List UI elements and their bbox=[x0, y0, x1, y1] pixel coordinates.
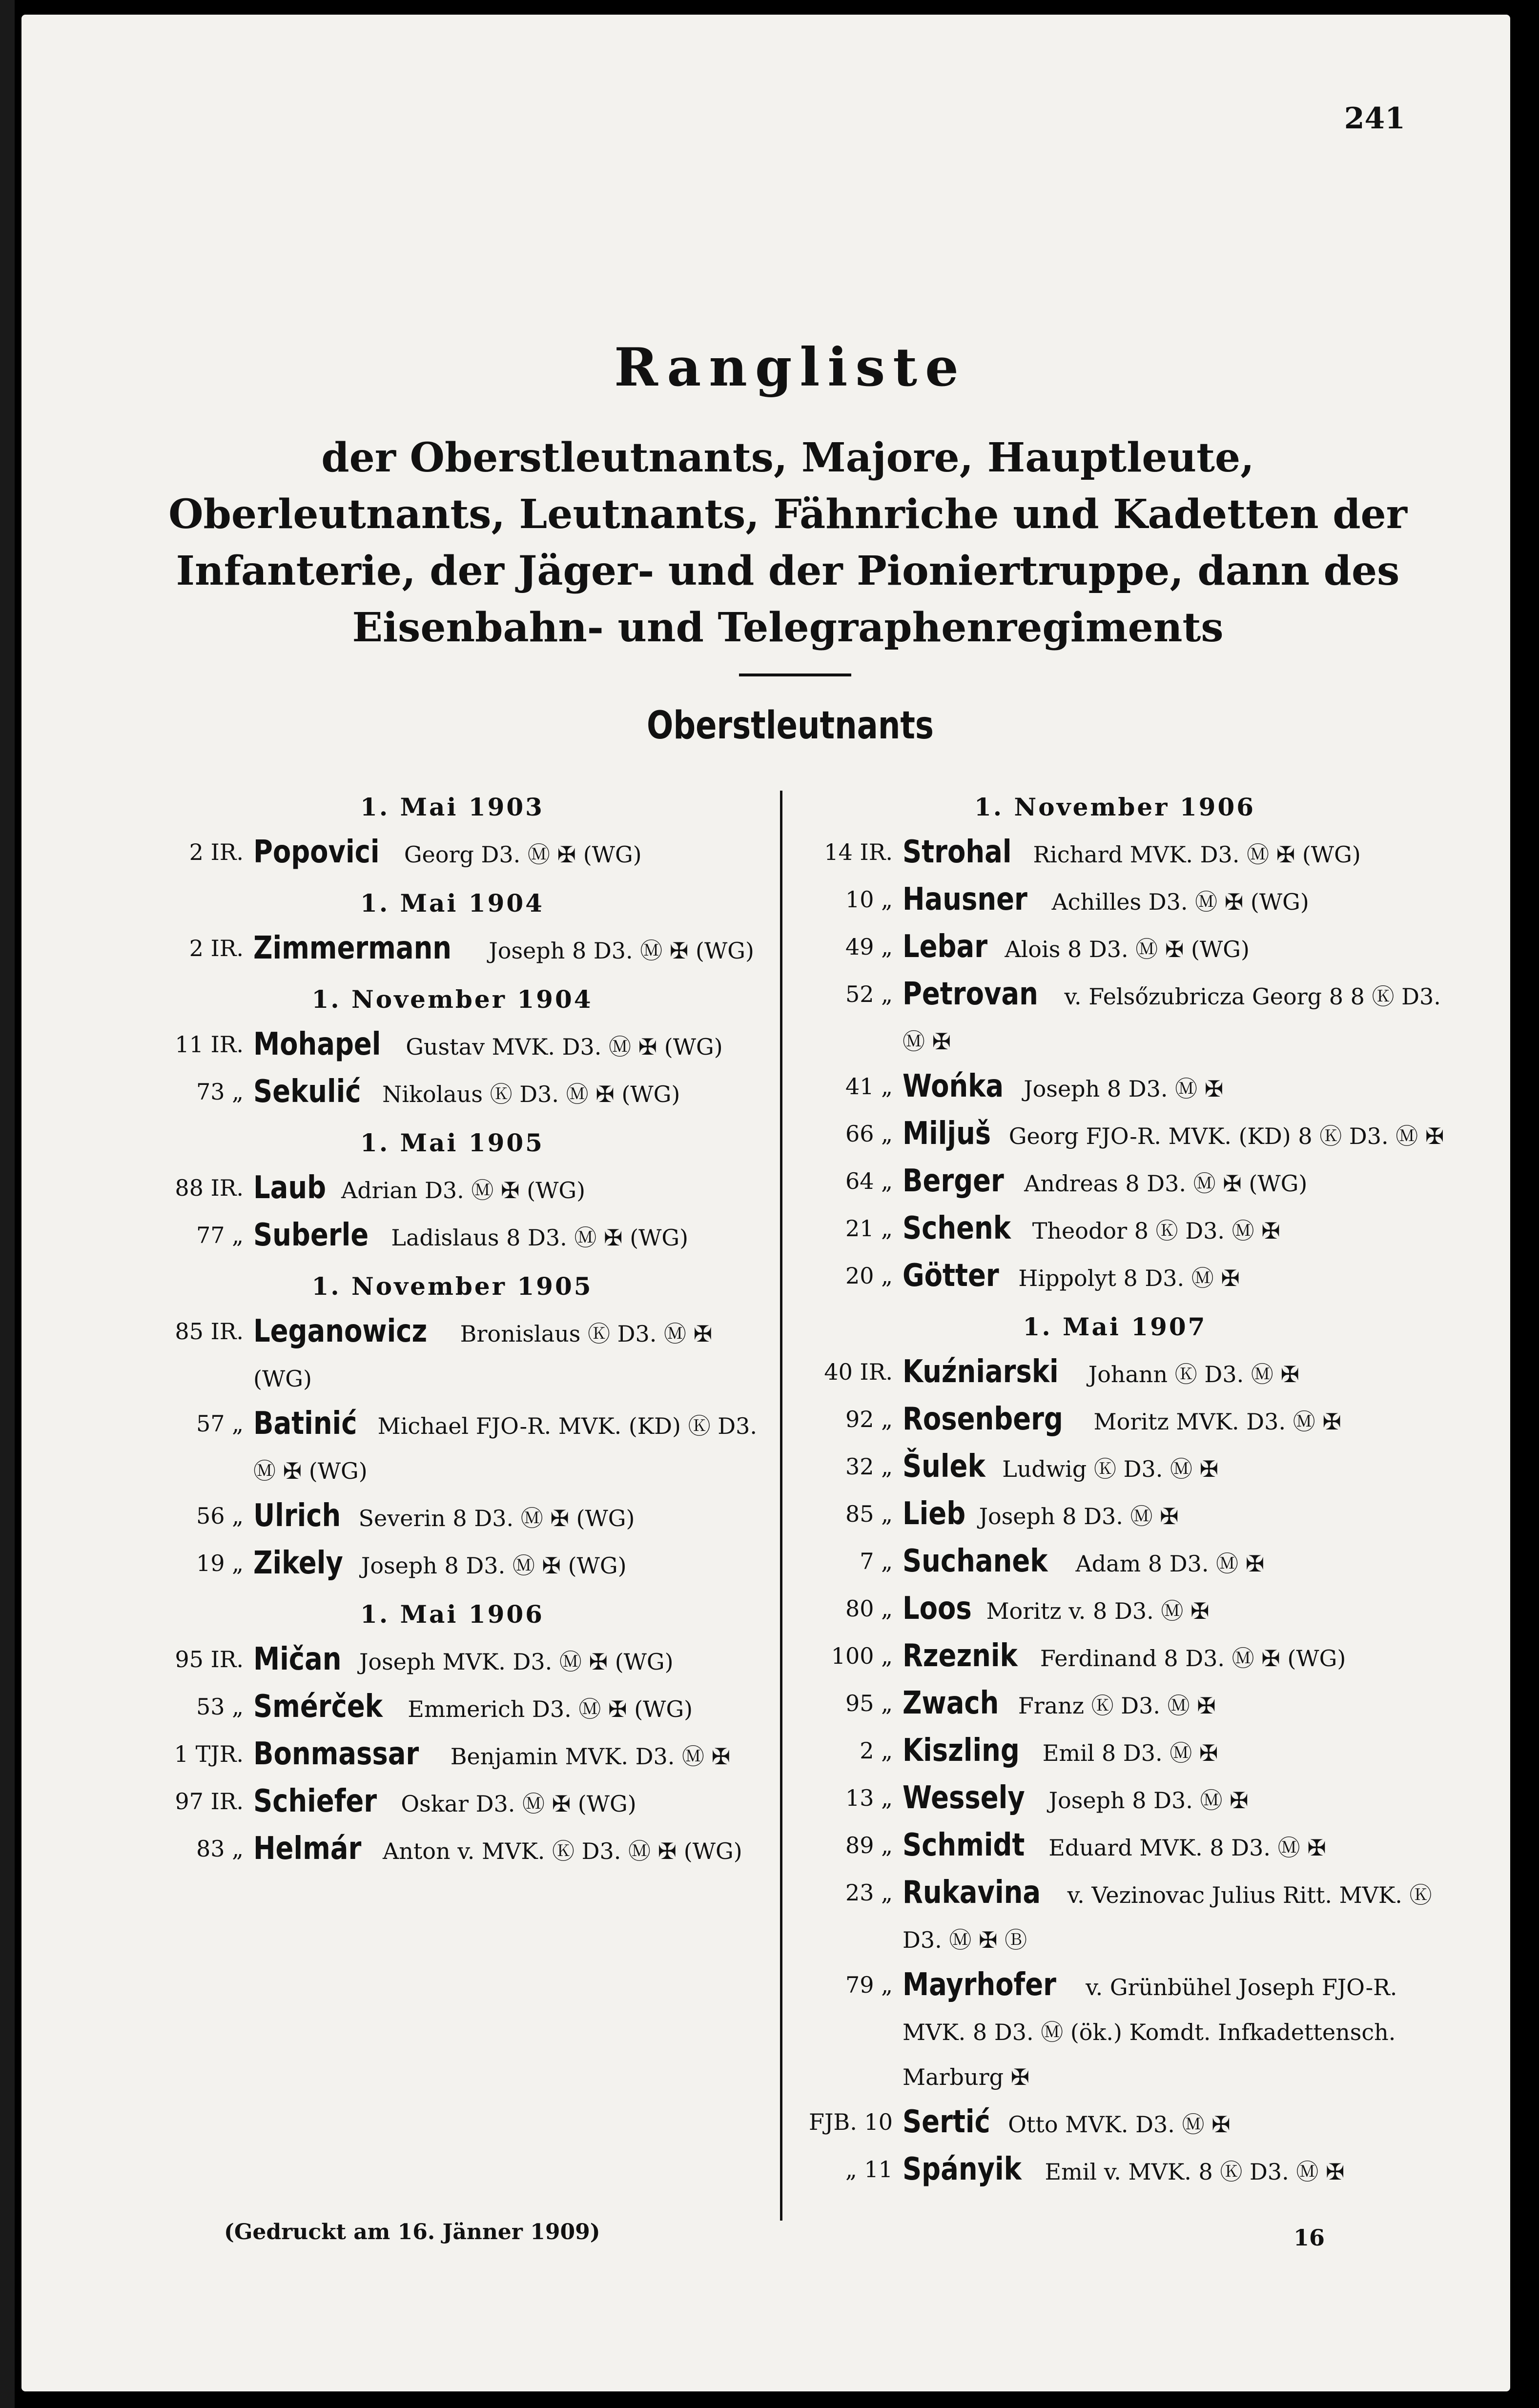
officer-details: Severin 8 D3. Ⓜ ✠ (WG) bbox=[358, 1505, 635, 1531]
officer-surname: Batinić bbox=[253, 1406, 357, 1442]
officer-entry bbox=[146, 1779, 759, 1826]
entry-text bbox=[903, 1206, 1449, 1253]
officer-surname: Helmár bbox=[253, 1831, 362, 1867]
officer-surname: Mayrhofer bbox=[903, 1967, 1056, 2003]
officer-entry bbox=[780, 1539, 1449, 1586]
regiment: 79 „ bbox=[845, 1972, 893, 1998]
officer-surname: Bonmassar bbox=[253, 1736, 419, 1772]
entry-text bbox=[253, 1022, 759, 1069]
title-divider bbox=[739, 673, 851, 676]
entry-text bbox=[903, 1870, 1449, 1962]
officer-surname: Mičan bbox=[253, 1641, 342, 1677]
page-edge-shadow bbox=[0, 0, 15, 2408]
officer-surname: Sertić bbox=[903, 2104, 990, 2140]
entry-text bbox=[903, 1253, 1449, 1301]
officer-entry bbox=[780, 972, 1449, 1064]
officer-details: Eduard MVK. 8 D3. Ⓜ ✠ bbox=[1048, 1835, 1326, 1861]
regiment: 95 „ bbox=[845, 1690, 893, 1716]
officer-surname: Strohal bbox=[903, 834, 1012, 870]
officer-entry bbox=[146, 830, 759, 877]
officer-entry bbox=[780, 1349, 1449, 1397]
entry-text bbox=[903, 830, 1449, 877]
entry-text bbox=[903, 1397, 1449, 1444]
officer-entry bbox=[146, 1684, 759, 1732]
officer-surname: Götter bbox=[903, 1258, 999, 1294]
entry-text bbox=[253, 1541, 759, 1588]
promotion-date: 1. Mai 1903 bbox=[360, 793, 544, 821]
officer-details: Ludwig Ⓚ D3. Ⓜ ✠ bbox=[1002, 1456, 1219, 1482]
officer-entry bbox=[780, 1681, 1449, 1728]
officer-entry bbox=[780, 1397, 1449, 1444]
entry-text bbox=[903, 972, 1449, 1064]
officer-entry bbox=[780, 1962, 1449, 2100]
promotion-date: 1. November 1906 bbox=[974, 793, 1256, 821]
regiment: 2 IR. bbox=[189, 935, 244, 961]
regiment: 53 „ bbox=[196, 1694, 244, 1720]
sheet-number: 16 bbox=[1293, 2224, 1325, 2251]
entry-text bbox=[903, 2147, 1449, 2194]
regiment: 2 IR. bbox=[189, 839, 244, 865]
officer-details: Franz Ⓚ D3. Ⓜ ✠ bbox=[1018, 1693, 1216, 1719]
officer-entry bbox=[146, 1309, 759, 1401]
regiment: 77 „ bbox=[196, 1222, 244, 1248]
print-date-note: (Gedruckt am 16. Jänner 1909) bbox=[224, 2220, 600, 2245]
officer-surname: Schenk bbox=[903, 1210, 1011, 1246]
promotion-date: 1. Mai 1906 bbox=[360, 1600, 544, 1629]
officer-surname: Rukavina bbox=[903, 1875, 1041, 1911]
officer-surname: Suchanek bbox=[903, 1543, 1048, 1579]
officer-details: Anton v. MVK. Ⓚ D3. Ⓜ ✠ (WG) bbox=[382, 1838, 742, 1864]
officer-surname: Zwach bbox=[903, 1685, 999, 1721]
officer-details: Joseph 8 D3. Ⓜ ✠ bbox=[1024, 1076, 1224, 1102]
officer-surname: Petrovan bbox=[903, 976, 1038, 1012]
regiment: 80 „ bbox=[845, 1595, 893, 1622]
entry-text bbox=[903, 1491, 1449, 1539]
officer-entry bbox=[780, 1823, 1449, 1870]
regiment: 100 „ bbox=[831, 1643, 893, 1669]
entry-text bbox=[253, 1309, 759, 1401]
scanned-page bbox=[21, 15, 1510, 2391]
officer-entry bbox=[780, 1206, 1449, 1253]
officer-details: Richard MVK. D3. Ⓜ ✠ (WG) bbox=[1033, 841, 1361, 868]
officer-details: Gustav MVK. D3. Ⓜ ✠ (WG) bbox=[406, 1034, 723, 1060]
entry-text bbox=[903, 1962, 1449, 2100]
officer-details: Adam 8 D3. Ⓜ ✠ bbox=[1075, 1551, 1265, 1577]
officer-entry bbox=[780, 1159, 1449, 1206]
officer-details: Alois 8 D3. Ⓜ ✠ (WG) bbox=[1005, 936, 1250, 962]
officer-entry bbox=[780, 1775, 1449, 1823]
officer-surname: Hausner bbox=[903, 881, 1027, 918]
officer-entry bbox=[780, 1064, 1449, 1111]
regiment: 11 IR. bbox=[175, 1031, 244, 1058]
officer-surname: Spányik bbox=[903, 2151, 1022, 2187]
officer-details: Hippolyt 8 D3. Ⓜ ✠ bbox=[1018, 1265, 1240, 1291]
regiment: FJB. 10 bbox=[809, 2109, 893, 2135]
officer-details: Georg FJO-R. MVK. (KD) 8 Ⓚ D3. Ⓜ ✠ bbox=[1008, 1123, 1444, 1149]
officer-details: Michael FJO-R. MVK. (KD) Ⓚ D3. Ⓜ ✠ (WG) bbox=[253, 1413, 758, 1484]
document-subtitle: der Oberstleutnants, Majore, Hauptleute, Oberleutnants, Leutnants, Fähnriche und Kadetten der Infanterie, der Jäger- und der Pioniertruppe, dann des Eisenbahn- und Telegraphenregiments bbox=[168, 434, 1407, 651]
officer-entry bbox=[146, 1165, 759, 1213]
regiment: 21 „ bbox=[845, 1215, 893, 1242]
officer-entry bbox=[146, 1637, 759, 1684]
officer-details: Emmerich D3. Ⓜ ✠ (WG) bbox=[408, 1696, 693, 1722]
officer-details: Emil v. MVK. 8 Ⓚ D3. Ⓜ ✠ bbox=[1045, 2159, 1345, 2185]
officer-details: Georg D3. Ⓜ ✠ (WG) bbox=[404, 841, 642, 868]
officer-details: Joseph 8 D3. Ⓜ ✠ bbox=[1048, 1787, 1249, 1814]
entry-text bbox=[903, 924, 1449, 972]
promotion-date: 1. Mai 1904 bbox=[360, 889, 544, 918]
regiment: 14 IR. bbox=[824, 839, 893, 865]
promotion-date: 1. November 1905 bbox=[311, 1272, 593, 1301]
officer-surname: Lieb bbox=[903, 1496, 966, 1532]
officer-details: Ladislaus 8 D3. Ⓜ ✠ (WG) bbox=[391, 1224, 689, 1251]
officer-details: Moritz MVK. D3. Ⓜ ✠ bbox=[1093, 1408, 1341, 1435]
entry-text bbox=[253, 1401, 759, 1493]
page-number: 241 bbox=[1344, 102, 1405, 136]
regiment: 7 „ bbox=[860, 1548, 893, 1574]
section-heading: Oberstleutnants bbox=[646, 704, 934, 748]
entry-text bbox=[253, 830, 759, 877]
officer-details: Andreas 8 D3. Ⓜ ✠ (WG) bbox=[1024, 1170, 1308, 1197]
officer-details: Ferdinand 8 D3. Ⓜ ✠ (WG) bbox=[1040, 1645, 1346, 1672]
officer-surname: Šulek bbox=[903, 1449, 985, 1485]
officer-surname: Rzeznik bbox=[903, 1638, 1018, 1674]
officer-entry bbox=[780, 1491, 1449, 1539]
officer-surname: Schmidt bbox=[903, 1827, 1025, 1863]
regiment: 89 „ bbox=[845, 1832, 893, 1858]
regiment: 95 IR. bbox=[175, 1646, 244, 1673]
regiment: 49 „ bbox=[845, 934, 893, 960]
officer-surname: Schiefer bbox=[253, 1783, 377, 1819]
officer-surname: Popovici bbox=[253, 834, 380, 870]
officer-surname: Kiszling bbox=[903, 1733, 1020, 1769]
officer-details: Adrian D3. Ⓜ ✠ (WG) bbox=[341, 1177, 586, 1204]
officer-surname: Ulrich bbox=[253, 1498, 341, 1534]
officer-entry bbox=[780, 1111, 1449, 1159]
officer-entry bbox=[146, 926, 759, 973]
officer-surname: Mohapel bbox=[253, 1026, 381, 1062]
entry-text bbox=[253, 1213, 759, 1260]
promotion-date: 1. November 1904 bbox=[311, 985, 593, 1014]
officer-details: Johann Ⓚ D3. Ⓜ ✠ bbox=[1088, 1361, 1299, 1388]
officer-entry bbox=[780, 1253, 1449, 1301]
officer-details: v. Grünbühel Joseph FJO-R. MVK. 8 D3. Ⓜ (ök.) Komdt. Infkadettensch. Marburg ✠ bbox=[903, 1974, 1397, 2090]
officer-surname: Kuźniarski bbox=[903, 1354, 1059, 1390]
entry-text bbox=[253, 1826, 759, 1874]
entry-text bbox=[253, 1684, 759, 1732]
officer-details: Achilles D3. Ⓜ ✠ (WG) bbox=[1051, 889, 1309, 915]
officer-surname: Sekulić bbox=[253, 1074, 361, 1110]
regiment: 41 „ bbox=[845, 1073, 893, 1100]
regiment: 97 IR. bbox=[175, 1788, 244, 1815]
officer-surname: Lebar bbox=[903, 929, 988, 965]
promotion-date: 1. Mai 1907 bbox=[1023, 1312, 1207, 1341]
officer-entry bbox=[146, 1401, 759, 1493]
officer-entry bbox=[780, 877, 1449, 924]
officer-entry bbox=[780, 2147, 1449, 2194]
entry-text bbox=[903, 877, 1449, 924]
entry-text bbox=[903, 1586, 1449, 1633]
regiment: 2 „ bbox=[860, 1737, 893, 1764]
officer-entry bbox=[146, 1493, 759, 1541]
officer-details: Moritz v. 8 D3. Ⓜ ✠ bbox=[986, 1598, 1210, 1624]
officer-details: Theodor 8 Ⓚ D3. Ⓜ ✠ bbox=[1032, 1218, 1280, 1244]
officer-details: Oskar D3. Ⓜ ✠ (WG) bbox=[401, 1791, 636, 1817]
entry-text bbox=[903, 1064, 1449, 1111]
entry-text bbox=[253, 1637, 759, 1684]
promotion-date: 1. Mai 1905 bbox=[360, 1128, 544, 1157]
entry-text bbox=[903, 1159, 1449, 1206]
officer-surname: Laub bbox=[253, 1170, 327, 1206]
regiment: 66 „ bbox=[845, 1121, 893, 1147]
officer-details: v. Felsőzubricza Georg 8 8 Ⓚ D3. Ⓜ ✠ bbox=[903, 983, 1441, 1055]
officer-details: Nikolaus Ⓚ D3. Ⓜ ✠ (WG) bbox=[382, 1081, 680, 1107]
entry-text bbox=[253, 926, 759, 973]
officer-entry bbox=[780, 1633, 1449, 1681]
officer-surname: Miljuš bbox=[903, 1116, 991, 1152]
officer-surname: Zimmermann bbox=[253, 930, 452, 966]
officer-details: Joseph 8 D3. Ⓜ ✠ bbox=[979, 1503, 1179, 1530]
entry-text bbox=[903, 1444, 1449, 1491]
document-title: Rangliste bbox=[614, 337, 966, 398]
officer-surname: Loos bbox=[903, 1591, 972, 1627]
officer-entry bbox=[780, 1870, 1449, 1962]
entry-text bbox=[903, 1775, 1449, 1823]
regiment: 73 „ bbox=[196, 1079, 244, 1105]
regiment: 13 „ bbox=[845, 1785, 893, 1811]
entry-text bbox=[903, 1539, 1449, 1586]
entry-text bbox=[903, 1111, 1449, 1159]
regiment: 10 „ bbox=[845, 886, 893, 913]
officer-surname: Smérček bbox=[253, 1689, 383, 1725]
regiment: 56 „ bbox=[196, 1503, 244, 1529]
officer-entry bbox=[780, 2100, 1449, 2147]
officer-surname: Leganowicz bbox=[253, 1313, 428, 1349]
regiment: 20 „ bbox=[845, 1263, 893, 1289]
regiment: 85 „ bbox=[845, 1501, 893, 1527]
regiment: 83 „ bbox=[196, 1836, 244, 1862]
regiment: 32 „ bbox=[845, 1453, 893, 1480]
regiment: 19 „ bbox=[196, 1550, 244, 1576]
entry-text bbox=[903, 1349, 1449, 1397]
officer-details: v. Vezinovac Julius Ritt. MVK. Ⓚ D3. Ⓜ ✠ Ⓑ bbox=[903, 1882, 1432, 1953]
entry-text bbox=[903, 1728, 1449, 1775]
officer-entry bbox=[780, 1586, 1449, 1633]
officer-entry bbox=[146, 1213, 759, 1260]
entry-text bbox=[903, 1681, 1449, 1728]
right-column bbox=[780, 791, 1449, 2194]
officer-details: Joseph MVK. D3. Ⓜ ✠ (WG) bbox=[359, 1649, 674, 1675]
regiment: 1 TJR. bbox=[174, 1741, 244, 1767]
officer-entry bbox=[780, 1728, 1449, 1775]
officer-entry bbox=[780, 1444, 1449, 1491]
officer-details: Joseph 8 D3. Ⓜ ✠ (WG) bbox=[361, 1552, 627, 1579]
regiment: 57 „ bbox=[196, 1410, 244, 1437]
officer-entry bbox=[146, 1826, 759, 1874]
officer-surname: Wessely bbox=[903, 1780, 1025, 1816]
regiment: 64 „ bbox=[845, 1168, 893, 1194]
regiment: „ 11 bbox=[845, 2156, 893, 2183]
entry-text bbox=[253, 1493, 759, 1541]
officer-surname: Rosenberg bbox=[903, 1401, 1063, 1437]
officer-entry bbox=[780, 924, 1449, 972]
regiment: 85 IR. bbox=[175, 1318, 244, 1345]
regiment: 52 „ bbox=[845, 981, 893, 1007]
entry-text bbox=[253, 1069, 759, 1117]
regiment: 23 „ bbox=[845, 1879, 893, 1906]
officer-entry bbox=[780, 830, 1449, 877]
officer-surname: Berger bbox=[903, 1163, 1004, 1199]
officer-surname: Zikely bbox=[253, 1545, 343, 1581]
officer-details: Emil 8 D3. Ⓜ ✠ bbox=[1042, 1740, 1218, 1766]
entry-text bbox=[903, 1823, 1449, 1870]
entry-text bbox=[903, 1633, 1449, 1681]
officer-surname: Wońka bbox=[903, 1068, 1004, 1104]
officer-surname: Suberle bbox=[253, 1217, 369, 1253]
entry-text bbox=[253, 1165, 759, 1213]
officer-details: Otto MVK. D3. Ⓜ ✠ bbox=[1008, 2111, 1231, 2138]
left-column bbox=[146, 791, 759, 1874]
officer-details: Bronislaus Ⓚ D3. Ⓜ ✠ (WG) bbox=[253, 1321, 713, 1392]
regiment: 92 „ bbox=[845, 1406, 893, 1432]
regiment: 40 IR. bbox=[824, 1359, 893, 1385]
officer-details: Benjamin MVK. D3. Ⓜ ✠ bbox=[450, 1743, 731, 1770]
officer-entry bbox=[146, 1022, 759, 1069]
regiment: 88 IR. bbox=[175, 1175, 244, 1201]
officer-entry bbox=[146, 1732, 759, 1779]
officer-details: Joseph 8 D3. Ⓜ ✠ (WG) bbox=[489, 938, 754, 964]
officer-entry bbox=[146, 1541, 759, 1588]
officer-entry bbox=[146, 1069, 759, 1117]
entry-text bbox=[903, 2100, 1449, 2147]
entry-text bbox=[253, 1732, 759, 1779]
entry-text bbox=[253, 1779, 759, 1826]
